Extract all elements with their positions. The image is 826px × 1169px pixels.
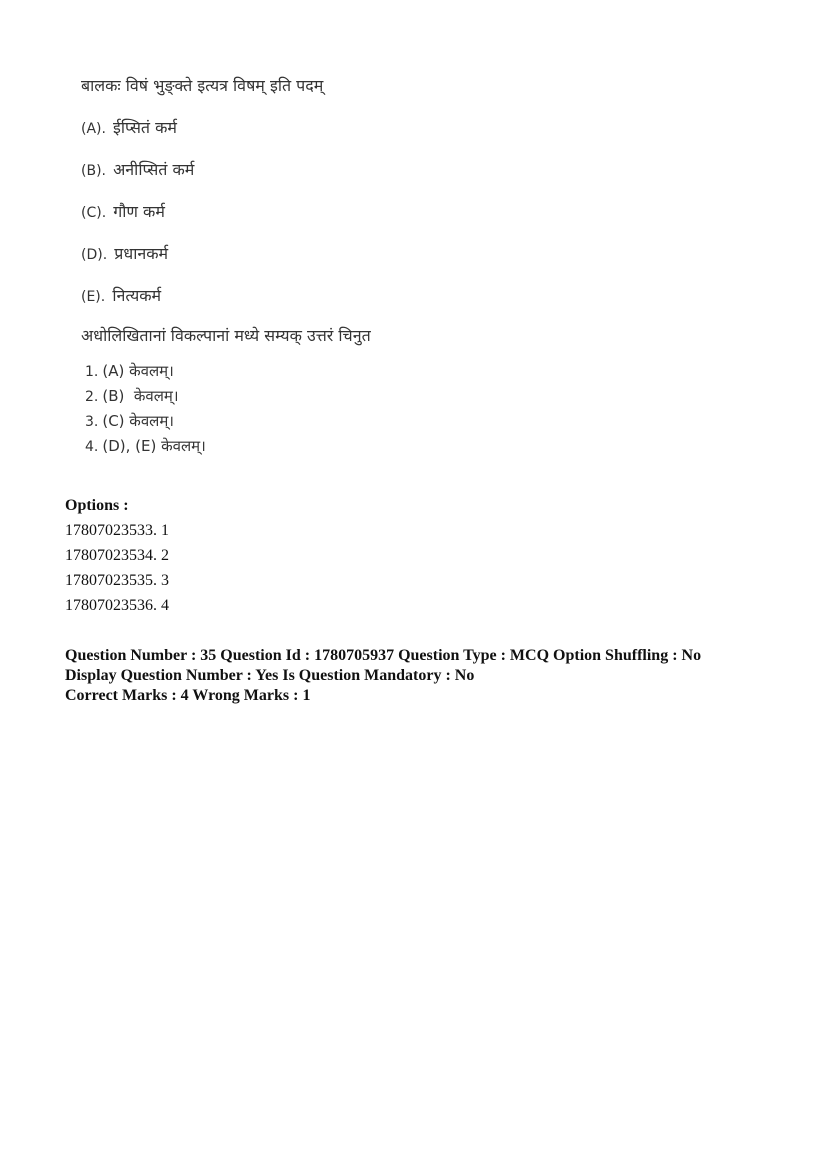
choice-item-2 bbox=[81, 383, 781, 408]
question-info bbox=[65, 646, 785, 706]
option-row-4: 17807023536. 4 bbox=[65, 597, 169, 614]
statement-label: (E). bbox=[81, 289, 106, 305]
statement-label: (C). bbox=[81, 205, 107, 221]
statement-text: नित्यकर्म bbox=[112, 286, 162, 305]
option-row-1: 17807023533. 1 bbox=[65, 522, 169, 539]
question-info-line-1: Question Number : 35 Question Id : 1780705937 Question Type : MCQ Option Shuffling : No bbox=[65, 647, 702, 664]
statement-label: (D). bbox=[81, 247, 108, 263]
question-stem: बालकः विषं भुङ्क्ते इत्यत्र विषम् इति पदम् bbox=[81, 76, 324, 95]
choice-text: (D), (E) केवलम्। bbox=[102, 437, 206, 455]
statement-text: अनीप्सितं कर्म bbox=[113, 160, 195, 179]
question-info-line-3: Correct Marks : 4 Wrong Marks : 1 bbox=[65, 687, 311, 704]
statement-e bbox=[81, 282, 781, 310]
statement-c bbox=[81, 198, 781, 226]
choice-item-4 bbox=[81, 433, 781, 458]
choice-number: 1. bbox=[85, 364, 99, 380]
choice-item-3 bbox=[81, 408, 781, 433]
answer-meta bbox=[65, 494, 785, 706]
choice-number: 3. bbox=[85, 414, 99, 430]
statement-text: प्रधानकर्म bbox=[114, 244, 169, 263]
statement-label: (A). bbox=[81, 121, 106, 137]
statement-text: ईप्सितं कर्म bbox=[113, 118, 177, 137]
choice-number: 2. bbox=[85, 389, 99, 405]
choice-text: (B) केवलम्। bbox=[102, 387, 179, 405]
statement-a bbox=[81, 114, 781, 142]
question-info-line-2: Display Question Number : Yes Is Question Mandatory : No bbox=[65, 667, 475, 684]
question-block bbox=[81, 72, 781, 458]
option-row-3: 17807023535. 3 bbox=[65, 572, 169, 589]
choice-text: (A) केवलम्। bbox=[102, 362, 174, 380]
question-instruction: अधोलिखितानां विकल्पानां मध्ये सम्यक् उत्तरं चिनुत bbox=[81, 326, 371, 345]
statement-text: गौण कर्म bbox=[113, 202, 165, 221]
statement-label: (B). bbox=[81, 163, 106, 179]
statement-d bbox=[81, 240, 781, 268]
choice-text: (C) केवलम्। bbox=[102, 412, 174, 430]
option-row-2: 17807023534. 2 bbox=[65, 547, 169, 564]
statement-b bbox=[81, 156, 781, 184]
choice-list bbox=[81, 358, 781, 458]
options-heading: Options : bbox=[65, 497, 129, 514]
choice-number: 4. bbox=[85, 439, 99, 455]
choice-item-1 bbox=[81, 358, 781, 383]
